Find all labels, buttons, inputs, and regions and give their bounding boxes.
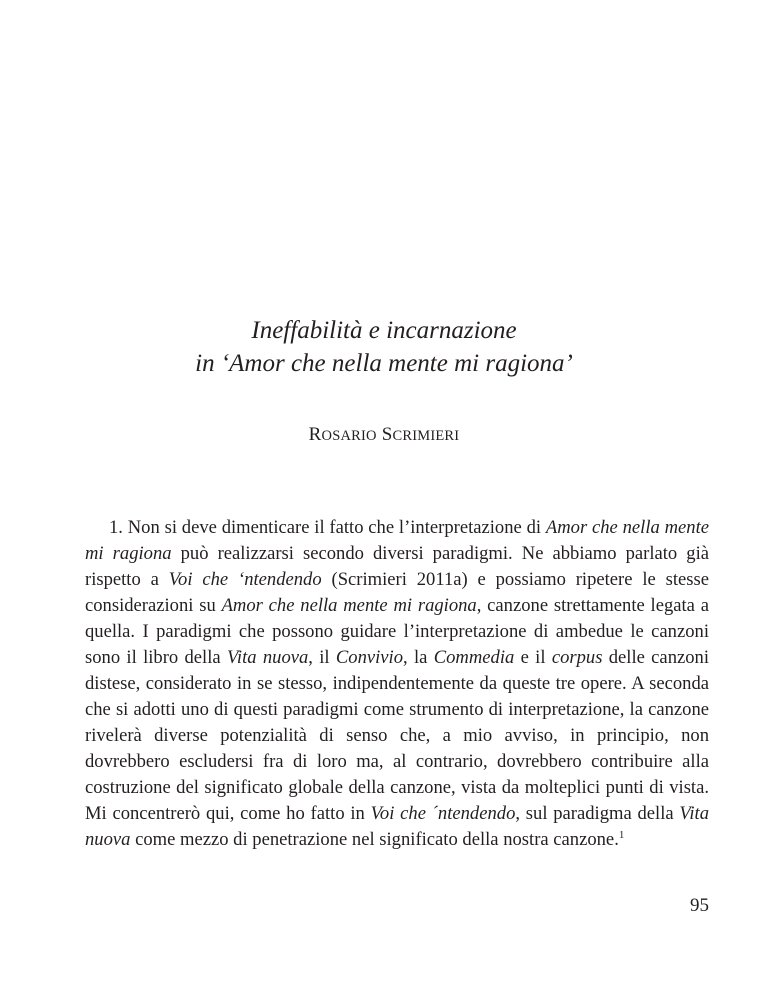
italic-title-ref: Convivio [335,647,404,668]
italic-title-ref: Amor che nella mente mi ragiona [221,595,477,616]
footnote-marker[interactable]: 1 [618,829,625,841]
author-last-initial: S [381,424,393,445]
text-run: 1. Non si deve dimenticare il fatto che l’interpretazione di [109,517,546,538]
italic-title-ref: Voi che ‘ntendendo [168,569,322,590]
text-run: , canzone strettamente legata a quella. I paradigmi che possono guidare l’interpretazione di ambedue le canzoni sono il libro della [85,595,709,668]
italic-title-ref: corpus [551,647,603,668]
author-first-rest: OSARIO [321,428,377,444]
italic-title-ref: Voi che ´ntendendo [370,803,516,824]
author-last-rest: CRIMIERI [392,428,460,444]
italic-title-ref: Amor che nella mente mi ragiona [85,517,709,564]
chapter-title-line-2: in ‘Amor che nella mente mi ragiona’ [195,350,573,377]
author-name [0,423,768,448]
text-run: delle canzoni distese, considerato in se stesso, indipendentemente da queste tre opere. A seconda che si adotti uno di questi paradigmi come strumento di interpretazione, la canzone rivelerà diverse potenzialità di senso che, a mio avviso, in principio, non dovrebbero escludersi fra di loro ma, al contrario, dovrebbero contribuire alla costruzione del significato globale della canzone, vista da molteplici punti di vista. Mi concentrerò qui, come ho fatto in [85,647,709,824]
page-number: 95 [690,895,709,916]
body-paragraph [85,515,709,853]
text-run: , il [308,647,336,668]
italic-title-ref: Commedia [433,647,515,668]
italic-title-ref: Vita nuova [85,803,710,850]
text-run: (Scrimieri 2011a) e possiamo ripetere le stesse considerazioni su [85,569,709,616]
text-run: e il [514,647,552,668]
text-run: può realizzarsi secondo diversi paradigmi. Ne abbiamo parlato già rispetto a [85,543,709,590]
body-text [85,515,709,853]
author-first-initial: R [308,424,322,445]
italic-title-ref: Vita nuova [226,647,309,668]
text-run: come mezzo di penetrazione nel significato della nostra canzone. [130,829,619,850]
text-run: , la [403,647,434,668]
chapter-title-line-1: Ineffabilità e incarnazione [251,317,517,344]
text-run: , sul paradigma della [515,803,680,824]
chapter-title [0,314,768,380]
